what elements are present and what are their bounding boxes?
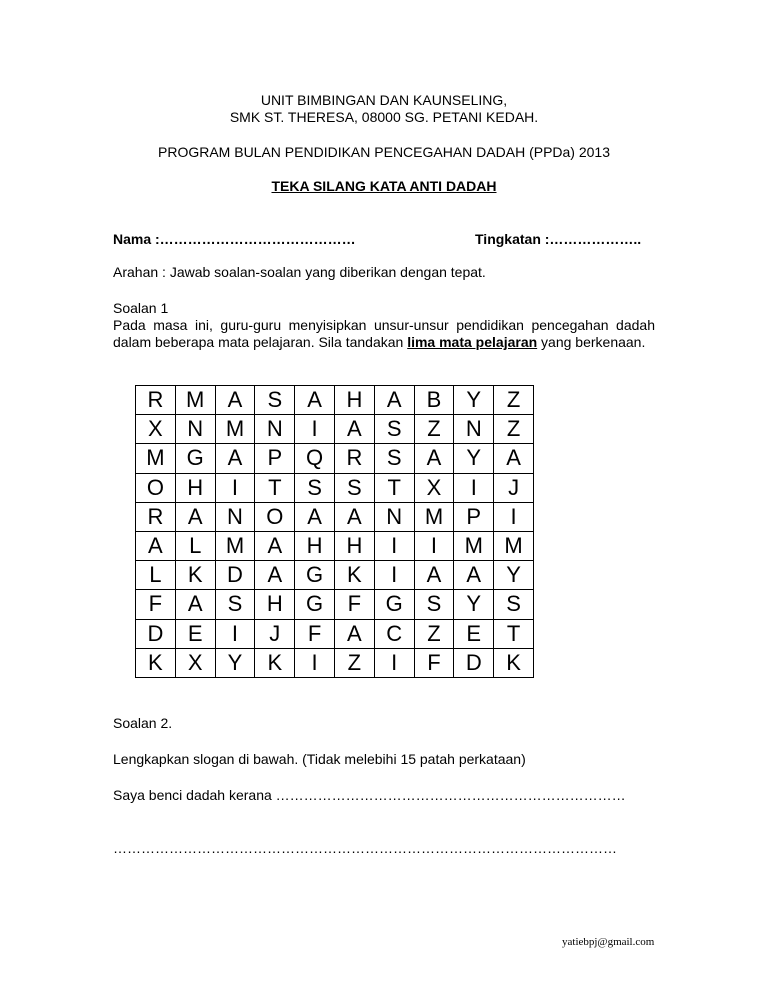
grid-cell[interactable]: Z [414,415,454,444]
grid-cell[interactable]: Q [295,444,335,473]
grid-row [136,561,534,590]
grid-cell[interactable]: M [494,531,534,560]
grid-cell[interactable]: G [295,561,335,590]
grid-cell[interactable]: M [215,415,255,444]
grid-cell[interactable]: A [255,561,295,590]
grid-cell[interactable]: A [334,619,374,648]
grid-row [136,648,534,677]
grid-cell[interactable]: L [175,531,215,560]
grid-row [136,386,534,415]
grid-cell[interactable]: I [295,415,335,444]
grid-cell[interactable]: D [454,648,494,677]
author-email: yatiebpj@gmail.com [562,936,655,948]
grid-cell[interactable]: A [374,386,414,415]
grid-cell[interactable]: S [374,415,414,444]
grid-cell[interactable]: O [255,502,295,531]
grid-cell[interactable]: Z [414,619,454,648]
grid-cell[interactable]: A [494,444,534,473]
grid-cell[interactable]: I [414,531,454,560]
grid-cell[interactable]: D [136,619,176,648]
grid-cell[interactable]: A [414,444,454,473]
program-name: PROGRAM BULAN PENDIDIKAN PENCEGAHAN DADAH (PPDa) 2013 [158,144,610,160]
grid-cell[interactable]: I [295,648,335,677]
grid-cell[interactable]: I [374,648,414,677]
grid-cell[interactable]: F [295,619,335,648]
grid-cell[interactable]: X [414,473,454,502]
grid-cell[interactable]: M [454,531,494,560]
grid-cell[interactable]: N [255,415,295,444]
grid-cell[interactable]: X [175,648,215,677]
grid-cell[interactable]: N [454,415,494,444]
nama-field[interactable]: Nama :…………………………………… [113,231,356,247]
tingkatan-field[interactable]: Tingkatan :……………….. [475,231,642,247]
grid-cell[interactable]: P [255,444,295,473]
grid-cell[interactable]: S [255,386,295,415]
grid-cell[interactable]: T [255,473,295,502]
grid-cell[interactable]: N [215,502,255,531]
grid-cell[interactable]: J [494,473,534,502]
grid-cell[interactable]: K [136,648,176,677]
grid-cell[interactable]: H [295,531,335,560]
grid-cell[interactable]: T [374,473,414,502]
grid-cell[interactable]: F [414,648,454,677]
slogan-line[interactable]: Saya benci dadah kerana ………………………………………………………………… [113,787,626,803]
grid-cell[interactable]: I [374,531,414,560]
grid-cell[interactable]: A [175,502,215,531]
grid-cell[interactable]: A [136,531,176,560]
question-1-text [113,317,655,351]
grid-cell[interactable]: A [454,561,494,590]
grid-cell[interactable]: A [215,444,255,473]
grid-cell[interactable]: Y [494,561,534,590]
grid-row [136,590,534,619]
grid-cell[interactable]: A [334,415,374,444]
grid-cell[interactable]: Z [494,386,534,415]
grid-cell[interactable]: T [494,619,534,648]
grid-cell[interactable]: I [215,473,255,502]
question-2-instruction: Lengkapkan slogan di bawah. (Tidak melebihi 15 patah perkataan) [113,751,526,767]
grid-cell[interactable]: S [215,590,255,619]
instructions: Arahan : Jawab soalan-soalan yang diberikan dengan tepat. [113,264,486,280]
grid-cell[interactable]: Z [334,648,374,677]
grid-cell[interactable]: I [494,502,534,531]
grid-cell[interactable]: H [334,386,374,415]
grid-cell[interactable]: H [334,531,374,560]
grid-row [136,444,534,473]
word-search-grid [135,385,534,678]
grid-cell[interactable]: I [374,561,414,590]
grid-cell[interactable]: G [295,590,335,619]
grid-row [136,473,534,502]
grid-cell[interactable]: D [215,561,255,590]
grid-cell[interactable]: M [414,502,454,531]
grid-cell[interactable]: Y [215,648,255,677]
grid-cell[interactable]: N [175,415,215,444]
grid-row [136,502,534,531]
grid-cell[interactable]: A [295,386,335,415]
grid-cell[interactable]: K [175,561,215,590]
grid-cell[interactable]: B [414,386,454,415]
grid-cell[interactable]: R [136,386,176,415]
grid-cell[interactable]: A [255,531,295,560]
unit-name: UNIT BIMBINGAN DAN KAUNSELING, [260,92,508,108]
grid-cell[interactable]: G [175,444,215,473]
grid-cell[interactable]: H [255,590,295,619]
grid-cell[interactable]: A [334,502,374,531]
grid-cell[interactable]: A [215,386,255,415]
grid-cell[interactable]: Y [454,590,494,619]
school-address: SMK ST. THERESA, 08000 SG. PETANI KEDAH. [229,109,539,125]
grid-cell[interactable]: K [255,648,295,677]
grid-cell[interactable]: A [414,561,454,590]
grid-cell[interactable]: K [494,648,534,677]
grid-cell[interactable]: H [175,473,215,502]
grid-cell[interactable]: S [494,590,534,619]
grid-cell[interactable]: P [454,502,494,531]
grid-cell[interactable]: I [215,619,255,648]
grid-cell[interactable]: X [136,415,176,444]
question-1-text-after: yang berkenaan. [537,334,646,350]
grid-cell[interactable]: N [374,502,414,531]
grid-cell[interactable]: S [414,590,454,619]
grid-cell[interactable]: A [175,590,215,619]
grid-cell[interactable]: F [136,590,176,619]
grid-row [136,619,534,648]
slogan-continuation-line[interactable]: ……………………………………………………………………………………………… [113,840,617,856]
grid-cell[interactable]: C [374,619,414,648]
grid-cell[interactable]: Y [454,386,494,415]
grid-cell[interactable]: O [136,473,176,502]
question-1-emphasis: lima mata pelajaran [407,334,538,350]
grid-row [136,531,534,560]
grid-cell[interactable]: J [255,619,295,648]
grid-cell[interactable]: G [374,590,414,619]
grid-cell[interactable]: M [175,386,215,415]
grid-cell[interactable]: E [175,619,215,648]
grid-cell[interactable]: L [136,561,176,590]
question-1-text-before: Pada masa ini, guru-guru menyisipkan unsur-unsur pendidikan pencegahan dadah dalam beberapa mata pelajaran. Sila tandakan [113,317,655,350]
grid-cell[interactable]: E [454,619,494,648]
grid-row [136,415,534,444]
grid-cell[interactable]: A [295,502,335,531]
grid-cell[interactable]: R [136,502,176,531]
grid-cell[interactable]: M [136,444,176,473]
grid-cell[interactable]: S [334,473,374,502]
grid-cell[interactable]: F [334,590,374,619]
grid-cell[interactable]: I [454,473,494,502]
question-2-label: Soalan 2. [113,715,173,731]
grid-cell[interactable]: S [295,473,335,502]
grid-cell[interactable]: Y [454,444,494,473]
grid-cell[interactable]: R [334,444,374,473]
grid-cell[interactable]: Z [494,415,534,444]
grid-cell[interactable]: S [374,444,414,473]
grid-cell[interactable]: M [215,531,255,560]
page-title: TEKA SILANG KATA ANTI DADAH [271,178,497,194]
question-1-label: Soalan 1 [113,300,169,316]
grid-cell[interactable]: K [334,561,374,590]
